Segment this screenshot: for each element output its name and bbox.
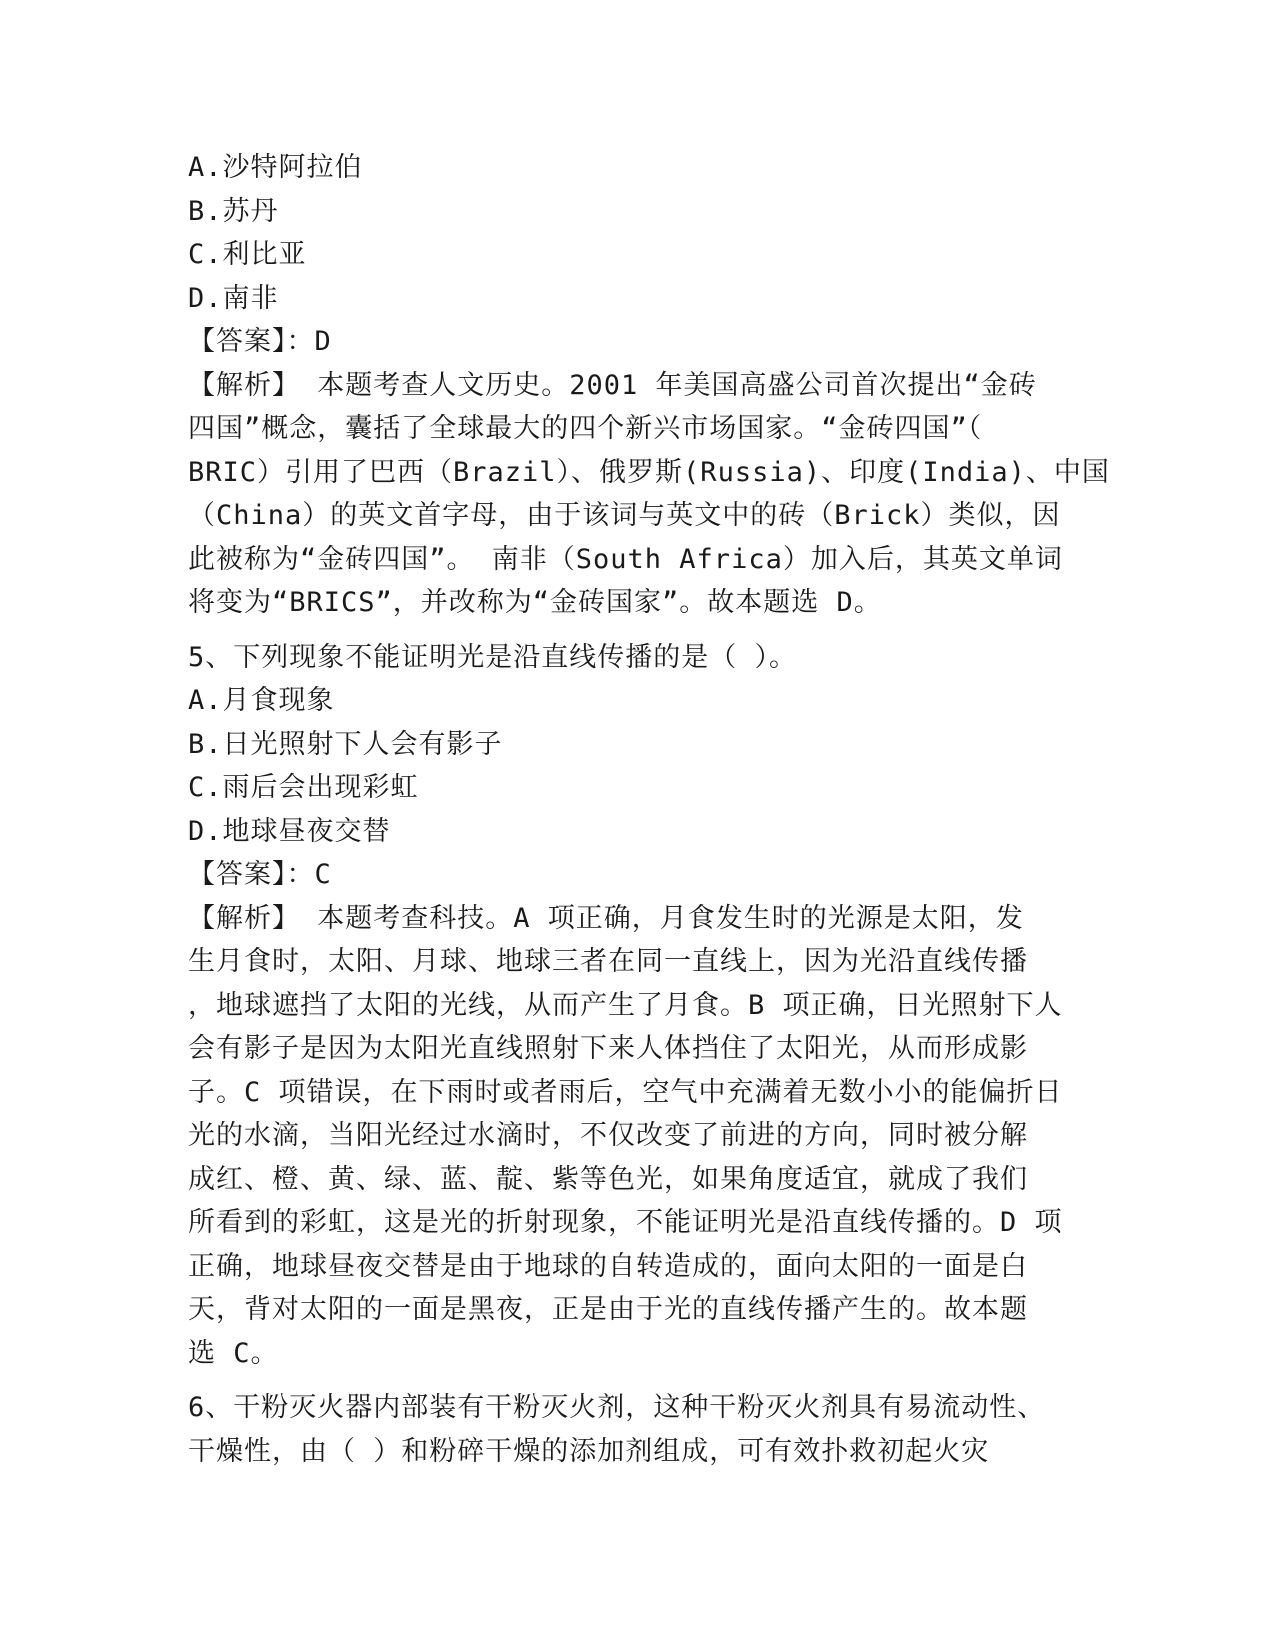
section-gap [188,1375,1088,1386]
q5-explanation-line: 成红、橙、黄、绿、蓝、靛、紫等色光，如果角度适宜，就成了我们 [188,1163,1028,1195]
q4-options [188,146,1088,320]
q5-explanation-line: 正确，地球昼夜交替是由于地球的自转造成的，面向太阳的一面是白 [188,1250,1028,1282]
q4-option-a: A.沙特阿拉伯 [188,152,363,183]
q5-explanation-line: ，地球遮挡了太阳的光线，从而产生了月食。B 项正确，日光照射下人 [188,989,1063,1021]
section-gap [188,625,1088,636]
q5-explanation-line: 会有影子是因为太阳光直线照射下来人体挡住了太阳光，从而形成影 [188,1033,1028,1064]
q4-answer: 【答案】：D [188,326,332,357]
q5-explanation-line: 所看到的彩虹，这是光的折射现象，不能证明光是沿直线传播的。D 项 [188,1207,1063,1238]
q5-options [188,679,1088,853]
q4-explanation-line: BRIC）引用了巴西（Brazil）、俄罗斯(Russia)、印度(India)、中国 [188,456,1110,488]
q6-question [188,1386,1088,1473]
q5-explanation-line: 【解析】 本题考查科技。A 项正确，月食发生时的光源是太阳，发 [188,902,1024,934]
q4-option-b: B.苏丹 [188,195,279,227]
q6-question-line: 干燥性，由（ ）和粉碎干燥的添加剂组成，可有效扑救初起火灾 [188,1435,990,1467]
q5-question: 5、下列现象不能证明光是沿直线传播的是（ ）。 [188,641,798,673]
q5-explanation-line: 天，背对太阳的一面是黑夜，正是由于光的直线传播产生的。故本题 [188,1294,1028,1325]
q5-explanation-line: 光的水滴，当阳光经过水滴时，不仅改变了前进的方向，同时被分解 [188,1120,1028,1151]
q5-option-a: A.月食现象 [188,685,335,716]
q4-option-c: C.利比亚 [188,239,307,270]
q5-explanation-line: 生月食时，太阳、月球、地球三者在同一直线上，因为光沿直线传播 [188,946,1028,977]
q5-option-c: C.雨后会出现彩虹 [188,772,419,803]
q4-option-d: D.南非 [188,282,279,314]
q5-explanation-line: 子。C 项错误，在下雨时或者雨后，空气中充满着无数小小的能偏折日 [188,1076,1063,1108]
q4-explanation-line: 将变为“BRICS”，并改称为“金砖国家”。故本题选 D。 [188,587,882,618]
q4-explanation-line: 【解析】 本题考查人文历史。2001 年美国高盛公司首次提出“金砖 [188,369,1037,401]
q5-option-d: D.地球昼夜交替 [188,815,391,847]
document-page [188,146,1110,1473]
q5-option-b: B.日光照射下人会有影子 [188,728,503,760]
q4-explanation-line: 四国”概念，囊括了全球最大的四个新兴市场国家。“金砖四国”（ [188,413,983,444]
q6-question-line: 6、干粉灭火器内部装有干粉灭火剂，这种干粉灭火剂具有易流动性、 [188,1392,1046,1423]
q4-explanation-line: 此被称为“金砖四国”。 南非（South Africa）加入后，其英文单词 [188,543,1063,575]
q5-answer: 【答案】：C [188,859,332,890]
q4-explanation [188,364,1110,625]
q4-explanation-line: （China）的英文首字母，由于该词与英文中的砖（Brick）类似，因 [188,500,1061,531]
q5-explanation [188,897,1088,1376]
q5-explanation-line: 选 C。 [188,1337,279,1369]
